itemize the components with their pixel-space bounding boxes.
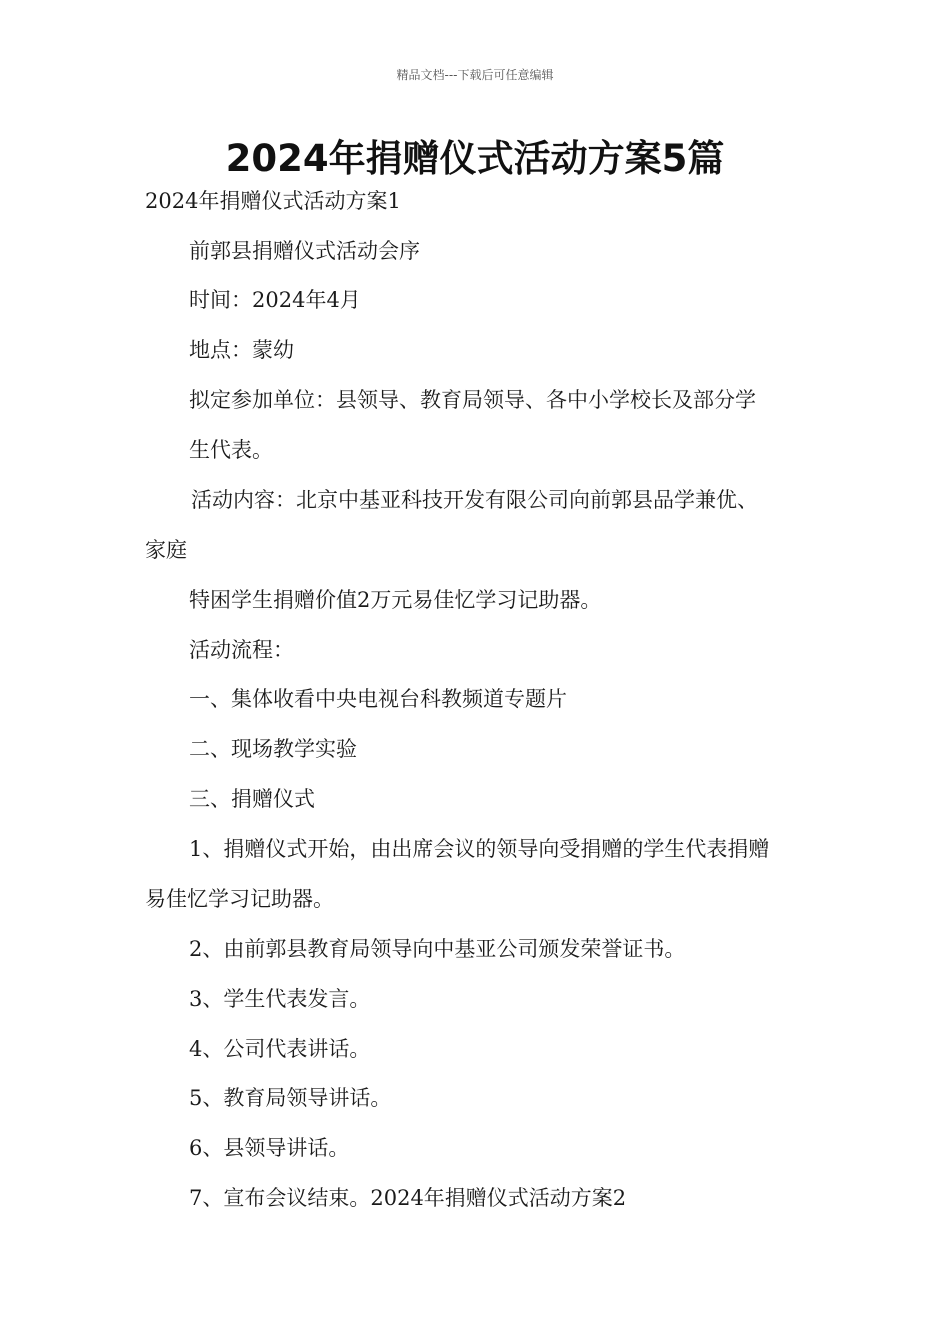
document-title: 2024年捐赠仪式活动方案5篇 [225,137,725,180]
list-item: 2、由前郭县教育局领导向中基亚公司颁发荣誉证书。 [189,937,686,961]
header-note: 精品文档---下载后可任意编辑 [396,68,554,82]
paragraph-line: 特困学生捐赠价值2万元易佳忆学习记助器。 [189,588,602,612]
list-item: 4、公司代表讲话。 [189,1037,371,1061]
list-item: 1、捐赠仪式开始，由出席会议的领导向受捐赠的学生代表捐赠 [189,837,770,861]
paragraph-line: 生代表。 [189,438,273,462]
paragraph-line: 时间：2024年4月 [189,288,361,312]
paragraph-line: 家庭 [145,538,187,562]
paragraph-line: 地点：蒙幼 [189,338,294,362]
list-item: 3、学生代表发言。 [189,987,371,1011]
list-item: 三、捐赠仪式 [189,787,315,811]
list-item: 二、现场教学实验 [189,737,357,761]
paragraph-line: 前郭县捐赠仪式活动会序 [189,239,420,263]
list-item: 7、宣布会议结束。2024年捐赠仪式活动方案2 [189,1186,627,1210]
section-heading: 2024年捐赠仪式活动方案1 [145,189,401,213]
paragraph-line: 易佳忆学习记助器。 [145,887,334,911]
list-item: 5、教育局领导讲话。 [189,1086,392,1110]
paragraph-line: 拟定参加单位：县领导、教育局领导、各中小学校长及部分学 [189,388,756,412]
paragraph-line: 活动内容：北京中基亚科技开发有限公司向前郭县品学兼优、 [191,488,758,512]
paragraph-line: 活动流程： [189,638,294,662]
list-item: 6、县领导讲话。 [189,1136,350,1160]
list-item: 一、集体收看中央电视台科教频道专题片 [189,687,567,711]
